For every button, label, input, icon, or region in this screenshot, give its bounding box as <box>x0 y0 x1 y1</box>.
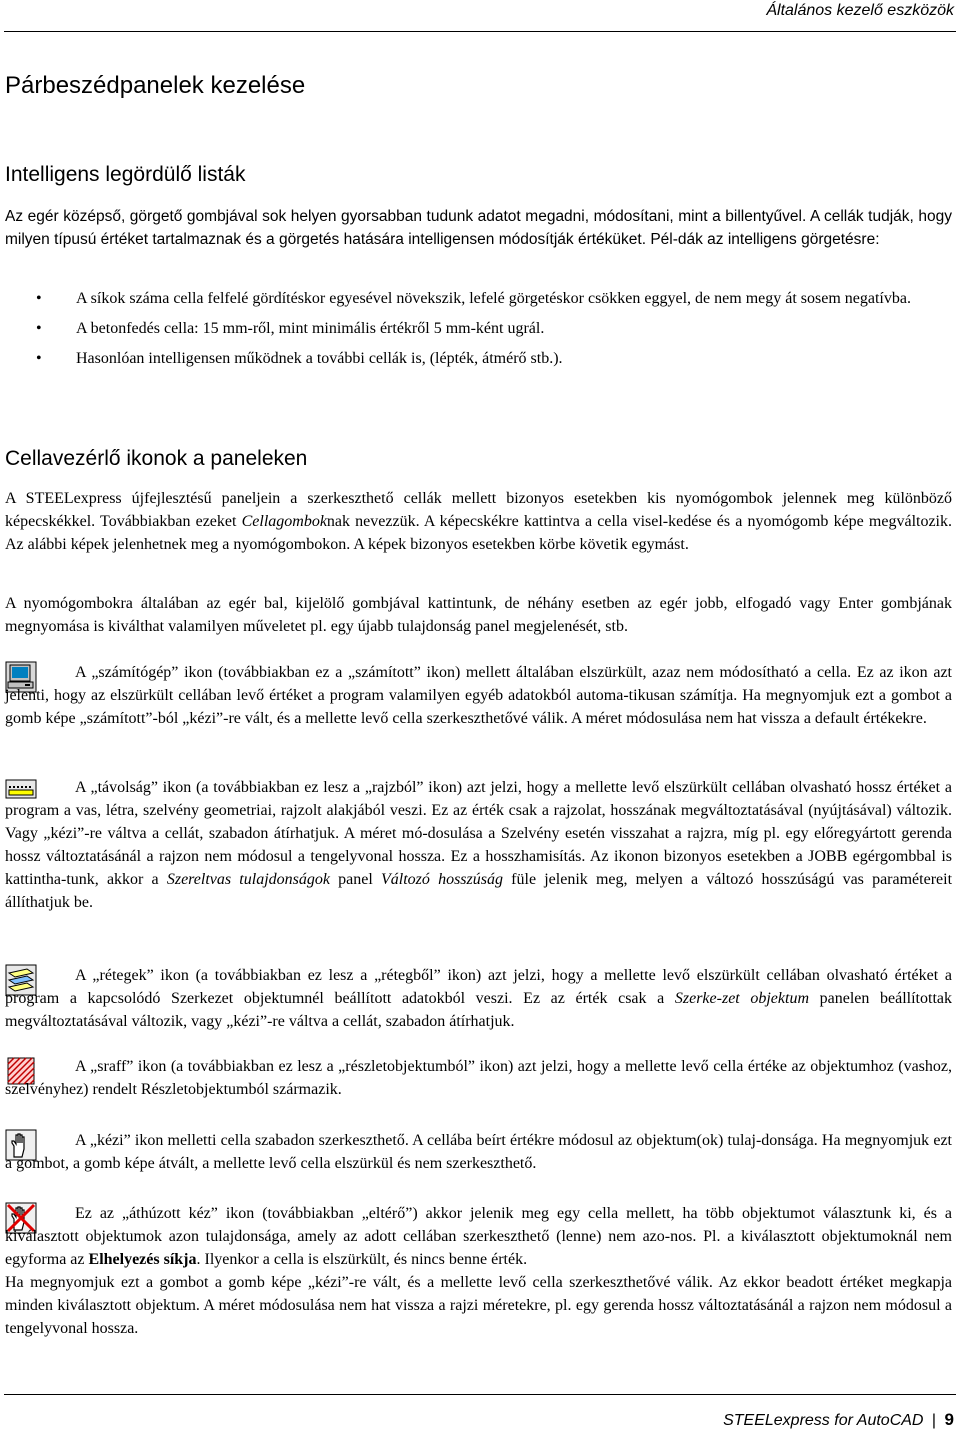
mouse-paragraph: A nyomógombokra általában az egér bal, kijelölő gombjával kattintunk, de néhány esetben az egér jobb, elfogadó vagy Enter gombjának megnyomása is kiválthat valamilyen műveletet pl. egy újabb tulajdonság panel megjelenését, stb. <box>5 595 952 635</box>
footer-rule <box>4 1394 956 1395</box>
bullet-icon: • <box>36 350 42 367</box>
section-heading-icons: Cellavezérlő ikonok a paneleken <box>5 447 308 470</box>
hand-icon-block: A „kézi” ikon melletti cella szabadon szerkeszthető. A cellába beírt értékre módosul az objektum(ok) tulaj-donsága. Ha megnyomjuk ezt a gombot, a gomb képe átvált, a mellette levő cella elszürkül és nem szerkeszthető. <box>5 1129 952 1175</box>
cellbutton-paragraph: A STEELexpress újfejlesztésű paneljein a szerkeszthető cellák mellett bizonyos esetekben kis nyomógombok jelennek meg különböző képecskékkel. Továbbiakban ezeket Cellagomboknak nevezzük. A képecskékre kattintva a cella visel-kedése és a nyomógomb képe megváltozik. Az alábbi képek jelenhetnek meg a nyomógombokon. A képek bizonyos esetekben körbe követik egymást. <box>5 490 952 553</box>
list-item: • A síkok száma cella felfelé gördítéskor egyesével növekszik, lefelé görgetéskor csökken eggyel, de nem megy át sosem negatívba. <box>0 287 948 310</box>
list-item: • A betonfedés cella: 15 mm-ről, mint minimális értékről 5 mm-ként ugrál. <box>0 317 948 340</box>
product-name: STEELexpress for AutoCAD <box>723 1412 924 1429</box>
page-title: Párbeszédpanelek kezelése <box>5 72 306 99</box>
header-rule <box>4 31 956 32</box>
running-header: Általános kezelő eszközök <box>766 2 954 19</box>
computer-icon-block: A „számítógép” ikon (továbbiakban ez a „számított” ikon) mellett általában elszürkült, azaz nem módosítható a cella. Ez az ikon azt jelenti, hogy az elszürkült cellában levő értéket a program valamilyen egyéb adatokból automa-tikusan számítja. Ha megnyomjuk ezt a gombot a gomb képe „számított”-ból „kézi”-re vált, és a mellette levő cella szerkeszthetővé válik. A méret módosulása nem hat vissza a default értékekre. <box>5 661 952 730</box>
page-number: 9 <box>944 1410 954 1429</box>
running-footer <box>723 1410 954 1430</box>
section-heading-lists: Intelligens legördülő listák <box>5 163 246 186</box>
bullet-icon: • <box>36 320 42 337</box>
bullet-icon: • <box>36 290 42 307</box>
list-item: • Hasonlóan intelligensen működnek a további cellák is, (lépték, átmérő stb.). <box>0 347 948 370</box>
hatch-icon-block: A „sraff” ikon (a továbbiakban ez lesz a „részletobjektumból” ikon) azt jelzi, hogy a mellette levő cella értéke az objektumhoz (vashoz, szelvényhez) rendelt Részletobjektumból származik. <box>5 1055 952 1101</box>
bullet-list <box>0 287 960 377</box>
crossed-hand-icon-block: Ez az „áthúzott kéz” ikon (továbbiakban „eltérő”) akkor jelenik meg egy cella mellett, ha több objektumot választunk ki, és a kiválasztott objektumok azon tulajdonsága, amely az adott cellában szerkeszthető (lenne) nem azo-nos. Pl. a kiválasztott objektumoknál nem egyforma az Elhelyezés síkja. Ilyenkor a cella is elszürkült, és nincs benne érték. Ha megnyomjuk ezt a gombot a gomb képe „kézi”-re vált, és a mellette levő cella szerkeszthetővé válik. Az ekkor beadott értéket megkapja minden kiválasztott objektum. A méret módosulása nem hat vissza a rajzi méretekre, pl. egy gerenda hossz változtatásánál a rajzon nem módosul a tengelyvonal hossza. <box>5 1202 952 1340</box>
ruler-icon-block: A „távolság” ikon (a továbbiakban ez lesz a „rajzból” ikon) azt jelzi, hogy a mellette levő elszürkült cellában olvasható hossz értéket a program a vas, létra, szelvény geometriai, rajzolt alakjából veszi. Ez az érték csak a rajzolat, hosszának megváltoztatásával (nyújtásával) változik. Vagy „kézi”-re váltva a cellát, szabadon átírhatjuk. A méret mó-dosulása a Szelvény esetén visszahat a rajzra, míg pl. egy előregyártott gerenda hossz változtatásánál a rajzon nem módosul a tengelyvonal hossza. Ez a hosszhamisítás. Az ikonon bizonyos esetekben a JOBB egérgombbal is kattintha-tunk, akkor a Szereltvas tulajdonságok panel Változó hosszúság füle jelenik meg, melyen a változó hosszúságú vas paramétereit állíthatjuk be. <box>5 776 952 914</box>
intro-paragraph: Az egér középső, görgető gombjával sok helyen gyorsabban tudunk adatot megadni, módosítani, mint a billentyűvel. A cellák tudják, hogy milyen típusú értéket tartalmaznak és a görgetés hatására intelligensen módosítják értéküket. Pél-dák az intelligens görgetésre: <box>5 208 952 248</box>
layers-icon-block: A „rétegek” ikon (a továbbiakban ez lesz a „rétegből” ikon) azt jelzi, hogy a mellette levő elszürkült cellában olvasható értéket a program a kapcsolódó Szerkezet objektumnél beállított adatokból veszi. Ez az érték csak a Szerke-zet objektum panelen beállítottak megváltoztatásával változik, vagy „kézi”-re váltva a cellát, szabadon átírhatjuk. <box>5 964 952 1033</box>
footer-separator: | <box>931 1412 937 1429</box>
